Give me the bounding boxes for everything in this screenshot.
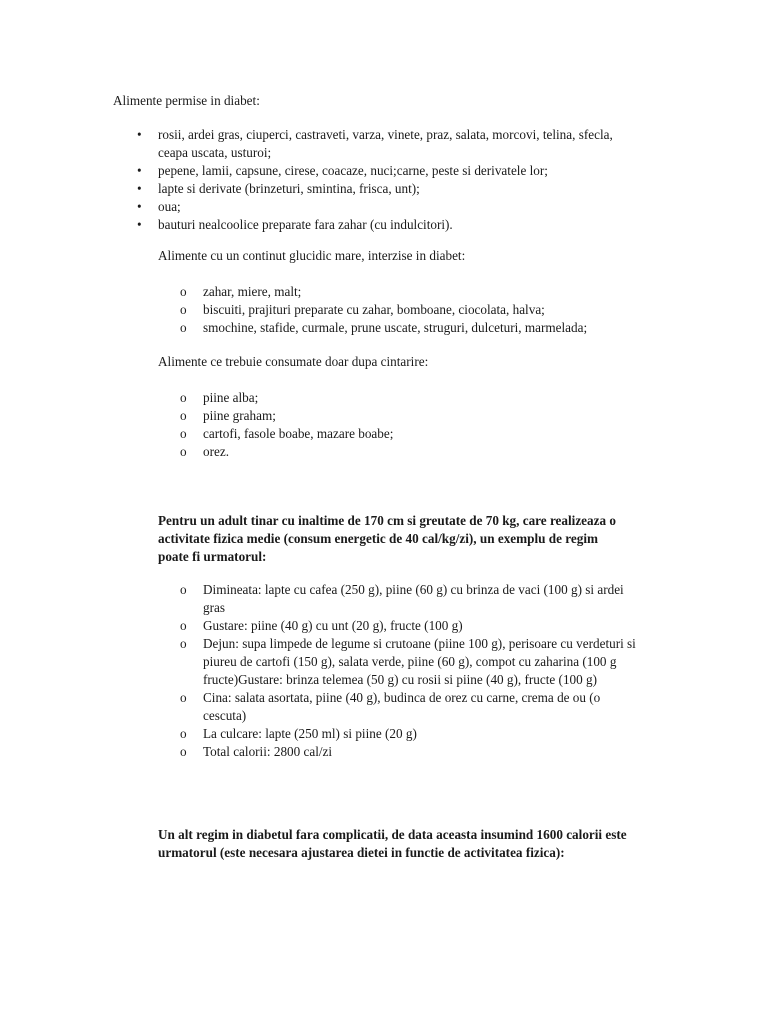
circle-bullet-icon: o	[180, 726, 187, 741]
list-item: • pepene, lamii, capsune, cirese, coacaze, nuci;carne, peste si derivatele lor;	[137, 163, 548, 178]
circle-bullet-icon: o	[180, 444, 187, 459]
bullet-icon: •	[137, 217, 142, 232]
list-item: • lapte si derivate (brinzeturi, smintina, frisca, unt);	[137, 181, 420, 196]
circle-bullet-icon: o	[180, 582, 187, 597]
circle-bullet-icon: o	[180, 636, 187, 651]
bullet-icon: •	[137, 199, 142, 214]
list-item: • rosii, ardei gras, ciuperci, castraveti, varza, vinete, praz, salata, morcovi, telina, sfecla, ceapa uscata, usturoi;	[137, 127, 613, 160]
weighed-foods-list	[158, 389, 658, 461]
list-item: o La culcare: lapte (250 ml) si piine (20 g)	[180, 726, 417, 741]
permitted-foods-list	[113, 126, 633, 234]
circle-bullet-icon: o	[180, 744, 187, 759]
list-item: o Gustare: piine (40 g) cu unt (20 g), fructe (100 g)	[180, 618, 463, 633]
circle-bullet-icon: o	[180, 302, 187, 317]
circle-bullet-icon: o	[180, 284, 187, 299]
list-item: o piine alba;	[180, 390, 259, 405]
list-item: o smochine, stafide, curmale, prune uscate, struguri, dulceturi, marmelada;	[180, 320, 588, 335]
circle-bullet-icon: o	[180, 320, 187, 335]
list-item: • bauturi nealcoolice preparate fara zahar (cu indulcitori).	[137, 217, 453, 232]
list-item: o Dimineata: lapte cu cafea (250 g), piine (60 g) cu brinza de vaci (100 g) si ardei gras	[180, 582, 624, 615]
forbidden-foods-list	[158, 283, 658, 337]
weighed-heading: Alimente ce trebuie consumate doar dupa cintarire:	[158, 354, 429, 369]
forbidden-heading: Alimente cu un continut glucidic mare, interzise in diabet:	[158, 248, 466, 263]
list-item: o biscuiti, prajituri preparate cu zahar, bomboane, ciocolata, halva;	[180, 302, 545, 317]
list-item: o Dejun: supa limpede de legume si crutoane (piine 100 g), perisoare cu verdeturi si piureu de cartofi (150 g), salata verde, piine (60 g), compot cu zaharina (100 g fructe)Gustare: brinza telemea (50 g) cu rosii si piine (40 g), fructe (100 g)	[180, 636, 636, 687]
circle-bullet-icon: o	[180, 426, 187, 441]
intro-heading: Alimente permise in diabet:	[113, 93, 260, 108]
list-item: o cartofi, fasole boabe, mazare boabe;	[180, 426, 394, 441]
second-regime-paragraph: Un alt regim in diabetul fara complicatii, de data aceasta insumind 1600 calorii este urmatorul (este necesara ajustarea dietei in functie de activitatea fizica):	[158, 827, 627, 860]
list-item: o Total calorii: 2800 cal/zi	[180, 744, 333, 759]
list-item: o zahar, miere, malt;	[180, 284, 302, 299]
list-item: o Cina: salata asortata, piine (40 g), budinca de orez cu carne, crema de ou (o cescuta)	[180, 690, 601, 723]
regime-intro-paragraph: Pentru un adult tinar cu inaltime de 170 cm si greutate de 70 kg, care realizeaza o activitate fizica medie (consum energetic de 40 cal/kg/zi), un exemplu de regim poate fi urmatorul:	[158, 513, 616, 564]
list-item: o orez.	[180, 444, 229, 459]
list-item: • oua;	[137, 199, 181, 214]
regime-list	[158, 581, 638, 761]
list-item: o piine graham;	[180, 408, 276, 423]
circle-bullet-icon: o	[180, 408, 187, 423]
bullet-icon: •	[137, 181, 142, 196]
bullet-icon: •	[137, 127, 142, 142]
circle-bullet-icon: o	[180, 618, 187, 633]
circle-bullet-icon: o	[180, 690, 187, 705]
circle-bullet-icon: o	[180, 390, 187, 405]
bullet-icon: •	[137, 163, 142, 178]
